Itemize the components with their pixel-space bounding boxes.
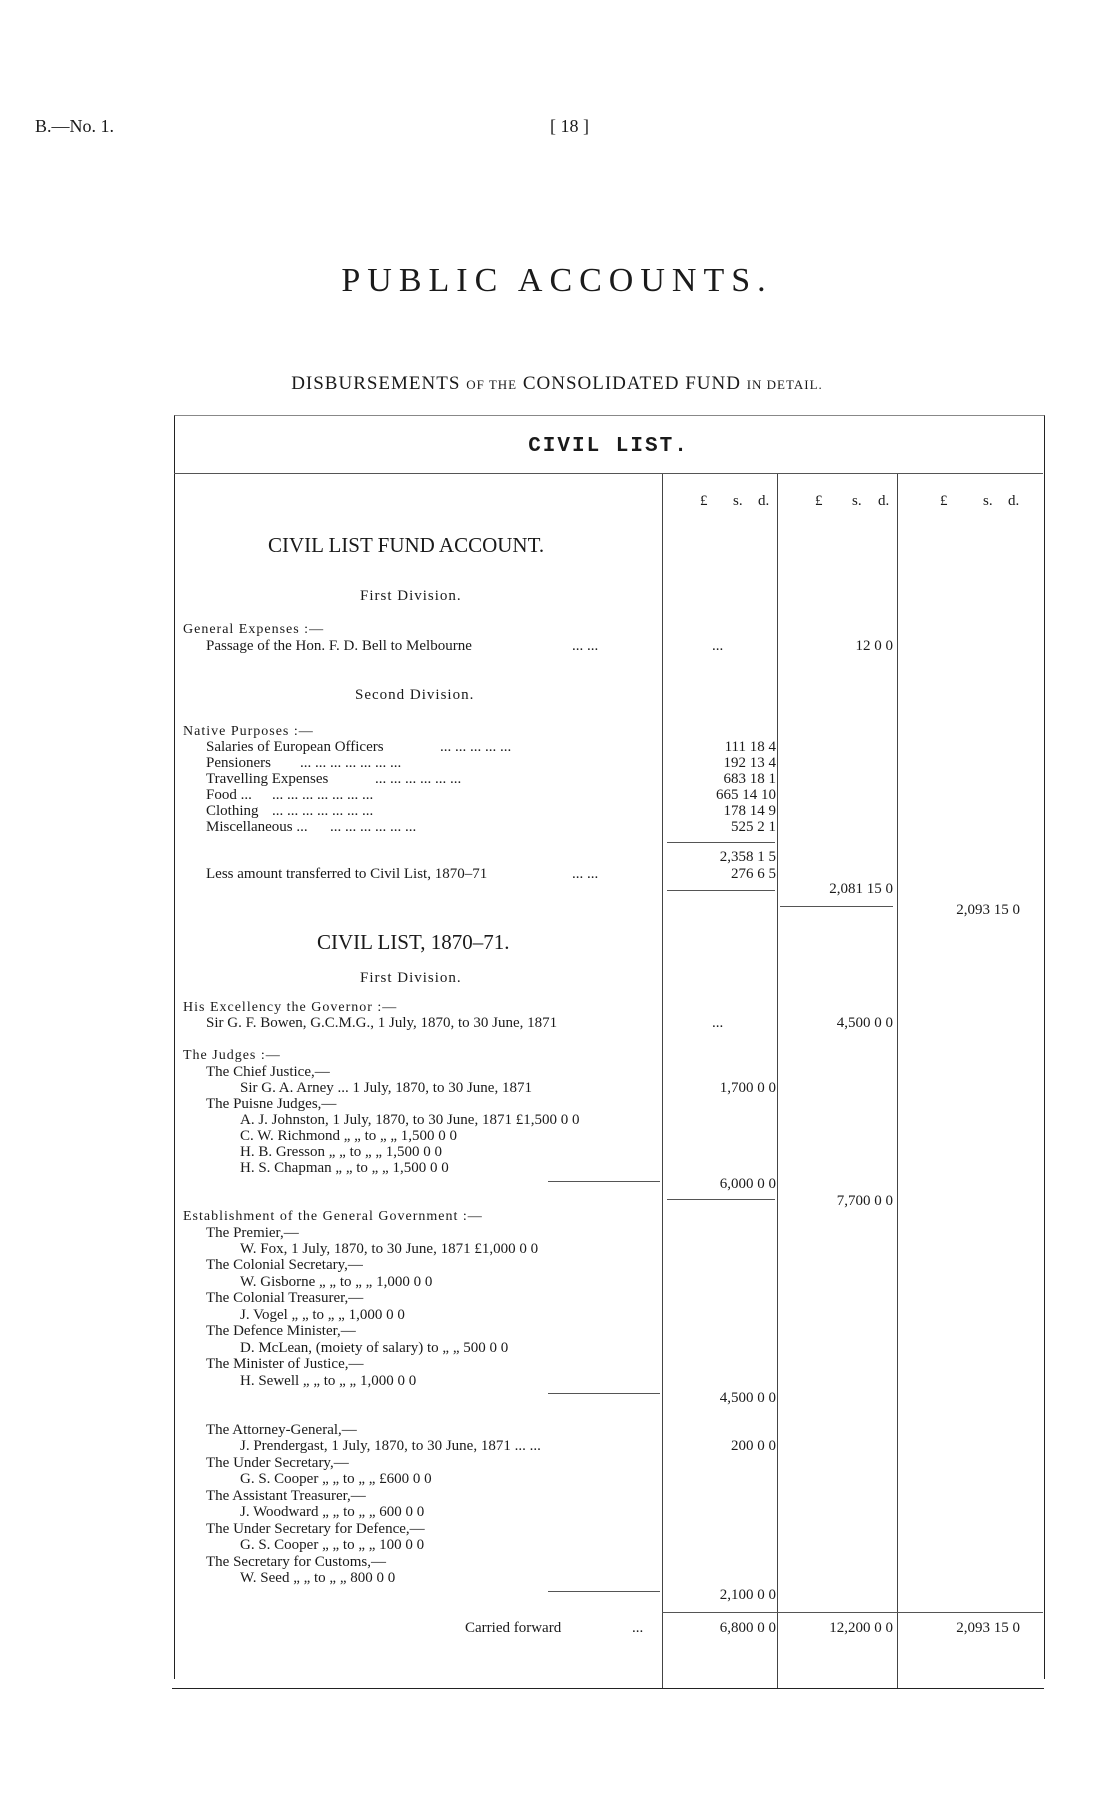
native-item-label: Pensioners [206, 755, 271, 771]
attorney-line: J. Prendergast, 1 July, 1870, to 30 June, 1871 ... ... [240, 1438, 541, 1454]
native-item-amount: 111 18 4 [724, 739, 776, 755]
officer-line: W. Seed „ „ to „ „ 800 0 0 [240, 1570, 396, 1586]
minister-role: The Premier,— [206, 1225, 299, 1241]
column-divider-1 [662, 474, 663, 1688]
ministers-subtotal: 4,500 0 0 [719, 1390, 776, 1406]
carried-forward-top-rule [662, 1612, 1043, 1613]
subtitle-part3: CONSOLIDATED FUND [522, 373, 741, 394]
officer-line: G. S. Cooper „ „ to „ „ 100 0 0 [240, 1537, 425, 1553]
col1-pounds-head: £ [700, 493, 708, 509]
native-item-amount: 525 2 1 [731, 819, 776, 835]
subtitle-part1: DISBURSEMENTS [291, 373, 461, 394]
officer-line: G. S. Cooper „ „ to „ „ £600 0 0 [240, 1471, 432, 1487]
fund-grand-total: 2,093 15 0 [956, 902, 1020, 918]
officer-role: The Under Secretary for Defence,— [206, 1521, 425, 1537]
less-transfer-dots: ... ... [572, 866, 599, 882]
puisne-sum-rule [548, 1181, 660, 1182]
governor-heading: His Excellency the Governor :— [183, 1000, 398, 1015]
minister-line: H. Sewell „ „ to „ „ 1,000 0 0 [240, 1373, 417, 1389]
col3-pence-head: d. [1008, 493, 1020, 509]
fund-net-total: 2,081 15 0 [829, 881, 893, 897]
carried-forward-col1: 6,800 0 0 [719, 1620, 776, 1636]
subtitle-part2: OF THE [466, 377, 518, 392]
civil-list-1870-title: CIVIL LIST, 1870–71. [317, 930, 510, 954]
native-item-amount: 178 14 9 [723, 803, 776, 819]
native-item-amount: 192 13 4 [723, 755, 776, 771]
judges-subtotal-rule [667, 1199, 775, 1200]
puisne-judge-line: H. S. Chapman „ „ to „ „ 1,500 0 0 [240, 1160, 449, 1176]
minister-role: The Minister of Justice,— [206, 1356, 364, 1372]
native-item-label: Miscellaneous ... [206, 819, 308, 835]
native-item-dots: ... ... ... ... ... ... ... [272, 787, 374, 803]
native-item-dots: ... ... ... ... ... [440, 739, 512, 755]
table-bottom-rule [172, 1688, 1044, 1689]
native-item-amount: 665 14 10 [716, 787, 776, 803]
carried-forward-col3: 2,093 15 0 [956, 1620, 1020, 1636]
col3-pounds-head: £ [940, 493, 948, 509]
general-expenses-heading: General Expenses :— [183, 622, 325, 637]
column-divider-2 [777, 474, 778, 1688]
page-number: [ 18 ] [550, 116, 589, 136]
minister-role: The Colonial Secretary,— [206, 1257, 363, 1273]
native-item-label: Food ... [206, 787, 252, 803]
col2-pence-head: d. [878, 493, 890, 509]
col1-pence-head: d. [758, 493, 770, 509]
native-item-dots: ... ... ... ... ... ... [375, 771, 462, 787]
native-item-label: Salaries of European Officers [206, 739, 384, 755]
native-item-label: Travelling Expenses [206, 771, 329, 787]
carried-forward-dots: ... [632, 1620, 644, 1636]
native-item-label: Clothing [206, 803, 259, 819]
minister-line: W. Fox, 1 July, 1870, to 30 June, 1871 £1,000 0 0 [240, 1241, 539, 1257]
puisne-judge-line: H. B. Gresson „ „ to „ „ 1,500 0 0 [240, 1144, 443, 1160]
officer-role: The Under Secretary,— [206, 1455, 349, 1471]
col2-shillings-head: s. [852, 493, 862, 509]
native-item-dots: ... ... ... ... ... ... ... [300, 755, 402, 771]
passage-col2: 12 0 0 [855, 638, 893, 654]
table-header-rule [174, 473, 1043, 474]
column-divider-3 [897, 474, 898, 1688]
chief-justice-line: Sir G. A. Arney ... 1 July, 1870, to 30 June, 1871 [240, 1080, 532, 1096]
col2-pounds-head: £ [815, 493, 823, 509]
less-transfer-label: Less amount transferred to Civil List, 1870–71 [206, 866, 488, 882]
officer-line: J. Woodward „ „ to „ „ 600 0 0 [240, 1504, 425, 1520]
table-title: CIVIL LIST. [528, 435, 689, 458]
governor-line: Sir G. F. Bowen, G.C.M.G., 1 July, 1870, to 30 June, 1871 [206, 1015, 558, 1031]
minister-role: The Colonial Treasurer,— [206, 1290, 364, 1306]
puisne-judge-line: C. W. Richmond „ „ to „ „ 1,500 0 0 [240, 1128, 458, 1144]
col1-shillings-head: s. [733, 493, 743, 509]
civil-first-division: First Division. [360, 970, 462, 986]
chief-justice-role: The Chief Justice,— [206, 1064, 330, 1080]
native-item-amount: 683 18 1 [723, 771, 776, 787]
fund-account-title: CIVIL LIST FUND ACCOUNT. [268, 533, 545, 557]
minister-role: The Defence Minister,— [206, 1323, 356, 1339]
puisne-judges-role: The Puisne Judges,— [206, 1096, 337, 1112]
subtitle-part4: IN DETAIL. [746, 377, 823, 392]
officer-role: The Assistant Treasurer,— [206, 1488, 366, 1504]
governor-col1: ... [712, 1015, 724, 1031]
native-item-dots: ... ... ... ... ... ... ... [272, 803, 374, 819]
native-item-dots: ... ... ... ... ... ... [330, 819, 417, 835]
passage-col1: ... [712, 638, 724, 654]
chief-justice-amount: 1,700 0 0 [719, 1080, 776, 1096]
judges-heading: The Judges :— [183, 1048, 281, 1063]
carried-forward-col2: 12,200 0 0 [829, 1620, 893, 1636]
fund-net-rule [780, 906, 893, 907]
fund-second-division: Second Division. [355, 687, 475, 703]
governor-amount: 4,500 0 0 [836, 1015, 893, 1031]
officers-sum-rule [548, 1591, 660, 1592]
col3-shillings-head: s. [983, 493, 993, 509]
minister-line: J. Vogel „ „ to „ „ 1,000 0 0 [240, 1307, 405, 1323]
passage-dots: ... ... [572, 638, 599, 654]
officer-role: The Secretary for Customs,— [206, 1554, 386, 1570]
minister-line: D. McLean, (moiety of salary) to „ „ 500 0 0 [240, 1340, 509, 1356]
puisne-judge-line: A. J. Johnston, 1 July, 1870, to 30 June, 1871 £1,500 0 0 [240, 1112, 580, 1128]
ministers-sum-rule [548, 1393, 660, 1394]
establishment-heading: Establishment of the General Government :— [183, 1209, 483, 1224]
page-subtitle [0, 373, 1114, 395]
officers-subtotal: 2,100 0 0 [719, 1587, 776, 1603]
fund-first-division: First Division. [360, 588, 462, 604]
attorney-role: The Attorney-General,— [206, 1422, 357, 1438]
judges-subtotal: 6,000 0 0 [719, 1176, 776, 1192]
attorney-amount: 200 0 0 [731, 1438, 776, 1454]
judges-total: 7,700 0 0 [836, 1193, 893, 1209]
minister-line: W. Gisborne „ „ to „ „ 1,000 0 0 [240, 1274, 433, 1290]
native-purposes-heading: Native Purposes :— [183, 724, 314, 739]
less-transfer-rule [667, 890, 775, 891]
native-sum-rule [667, 842, 775, 843]
carried-forward-label: Carried forward [465, 1620, 562, 1636]
passage-label: Passage of the Hon. F. D. Bell to Melbourne [206, 638, 472, 654]
document-reference: B.—No. 1. [35, 116, 115, 136]
native-subtotal: 2,358 1 5 [719, 849, 776, 865]
less-transfer-amount: 276 6 5 [731, 866, 776, 882]
page-title: PUBLIC ACCOUNTS. [341, 262, 773, 299]
